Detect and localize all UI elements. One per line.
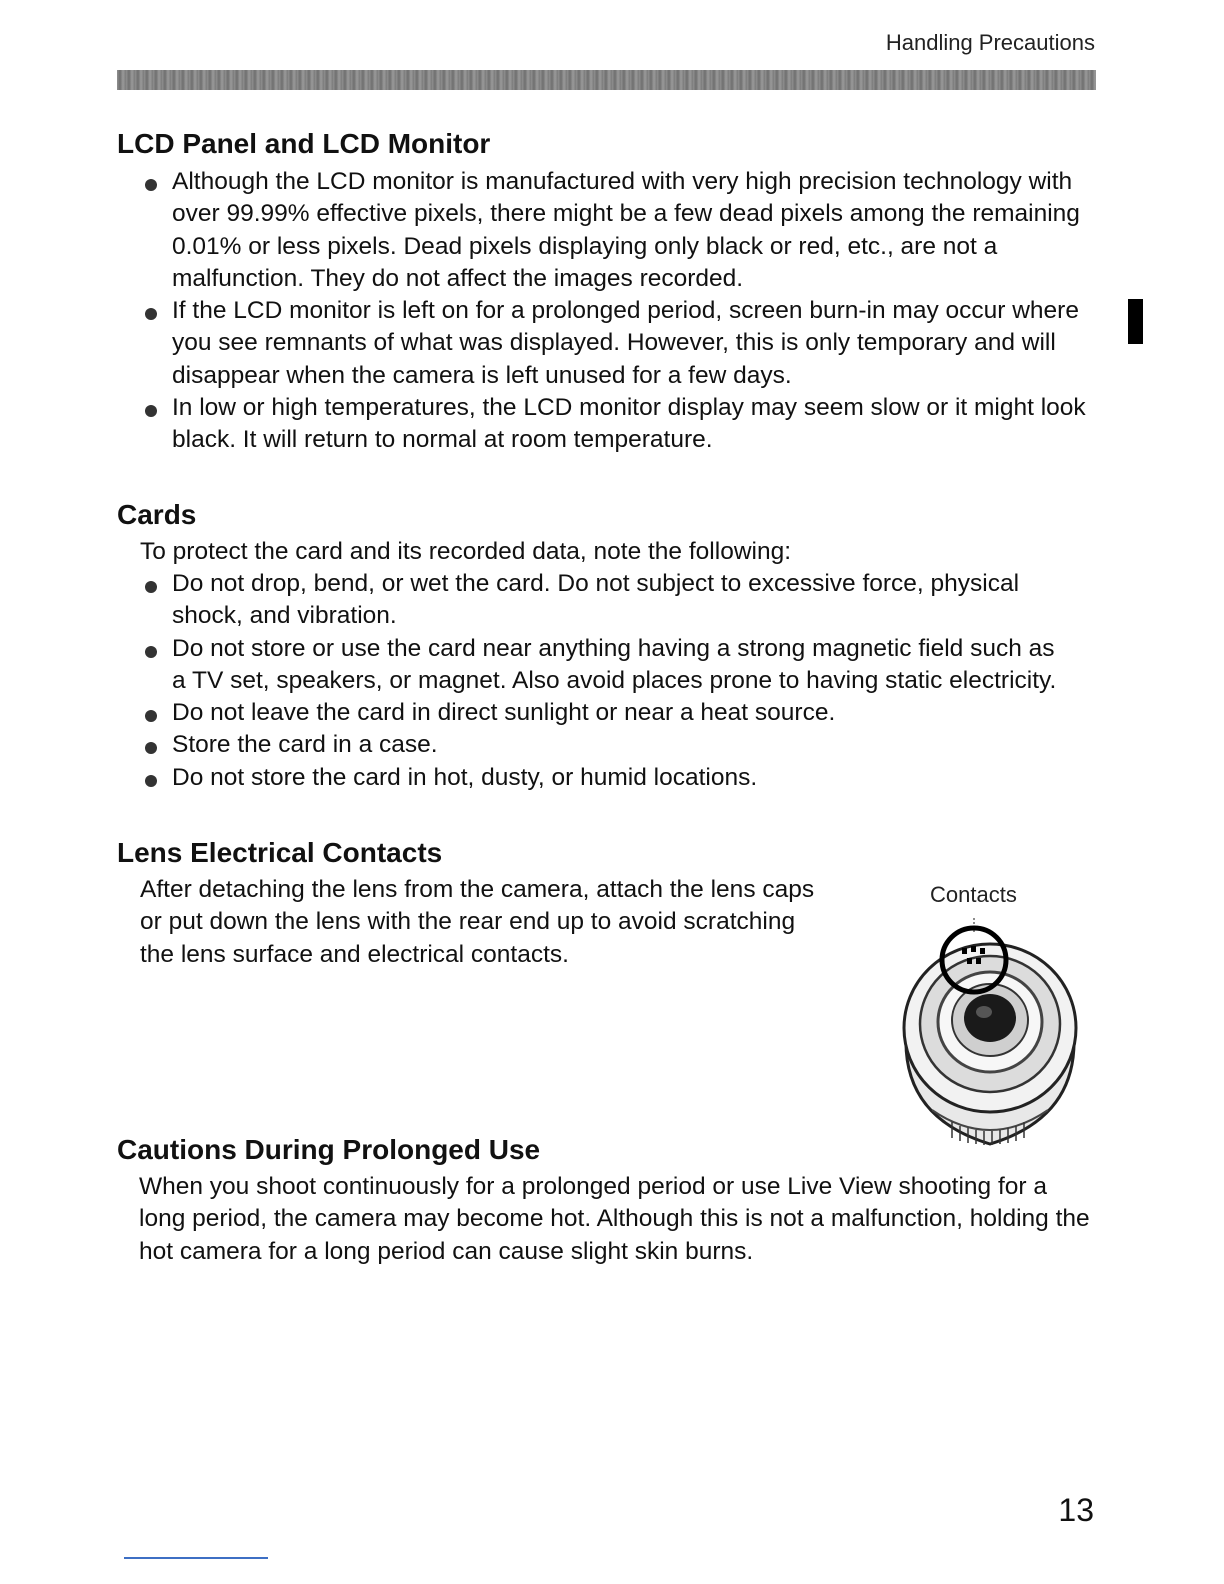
- contacts-label: Contacts: [930, 882, 1017, 907]
- lcd-bullet-3: In low or high temperatures, the LCD monitor display may seem slow or it might look black. It will return to normal at room temperature.: [118, 392, 1093, 457]
- footer-rule: [124, 1557, 268, 1559]
- cards-bullet-2: Do not store or use the card near anything having a strong magnetic field such as a TV set, speakers, or magnet. Also avoid places prone to having static electricity.: [118, 633, 1063, 698]
- lcd-bullet-1: Although the LCD monitor is manufactured with very high precision technology with over 99.99% effective pixels, there might be a few dead pixels among the remaining 0.01% or less pixels. Dead pixels displaying only black or red, etc., are not a malfunction. They do not affect the images recorded.: [118, 166, 1093, 295]
- header-bar: [117, 70, 1096, 90]
- prolonged-body: When you shoot continuously for a prolonged period or use Live View shooting for a long period, the camera may become hot. Although this is not a malfunction, holding the hot camera for a long period can cause slight skin burns.: [139, 1173, 1090, 1265]
- cards-bullet-3: Do not leave the card in direct sunlight or near a heat source.: [118, 697, 1063, 729]
- lcd-bullet-2: If the LCD monitor is left on for a prolonged period, screen burn-in may occur where you see remnants of what was displayed. However, this is only temporary and will disappear when the camera is left unused for a few days.: [118, 295, 1093, 392]
- running-header: Handling Precautions: [885, 30, 1095, 55]
- cards-heading: Cards: [117, 499, 197, 530]
- prolonged-heading: Cautions During Prolonged Use: [117, 1134, 541, 1165]
- section-tab-marker: [1128, 299, 1143, 344]
- cards-intro: To protect the card and its recorded data, note the following:: [140, 538, 792, 565]
- rear-element: [964, 994, 1016, 1042]
- cards-bullet-1: Do not drop, bend, or wet the card. Do not subject to excessive force, physical shock, and vibration.: [118, 568, 1063, 633]
- cards-bullet-list: [118, 568, 1063, 794]
- lens-contacts-illustration: [892, 918, 1088, 1158]
- cards-bullet-5: Do not store the card in hot, dusty, or humid locations.: [118, 762, 1063, 794]
- lens-heading: Lens Electrical Contacts: [117, 837, 443, 868]
- lcd-heading: LCD Panel and LCD Monitor: [117, 128, 491, 159]
- page-number: 13: [1058, 1492, 1094, 1528]
- lens-body: After detaching the lens from the camera, attach the lens caps or put down the lens with the rear end up to avoid scratching the lens surface and electrical contacts.: [140, 876, 815, 968]
- cards-bullet-4: Store the card in a case.: [118, 729, 1063, 761]
- lcd-bullet-list: [118, 166, 1093, 457]
